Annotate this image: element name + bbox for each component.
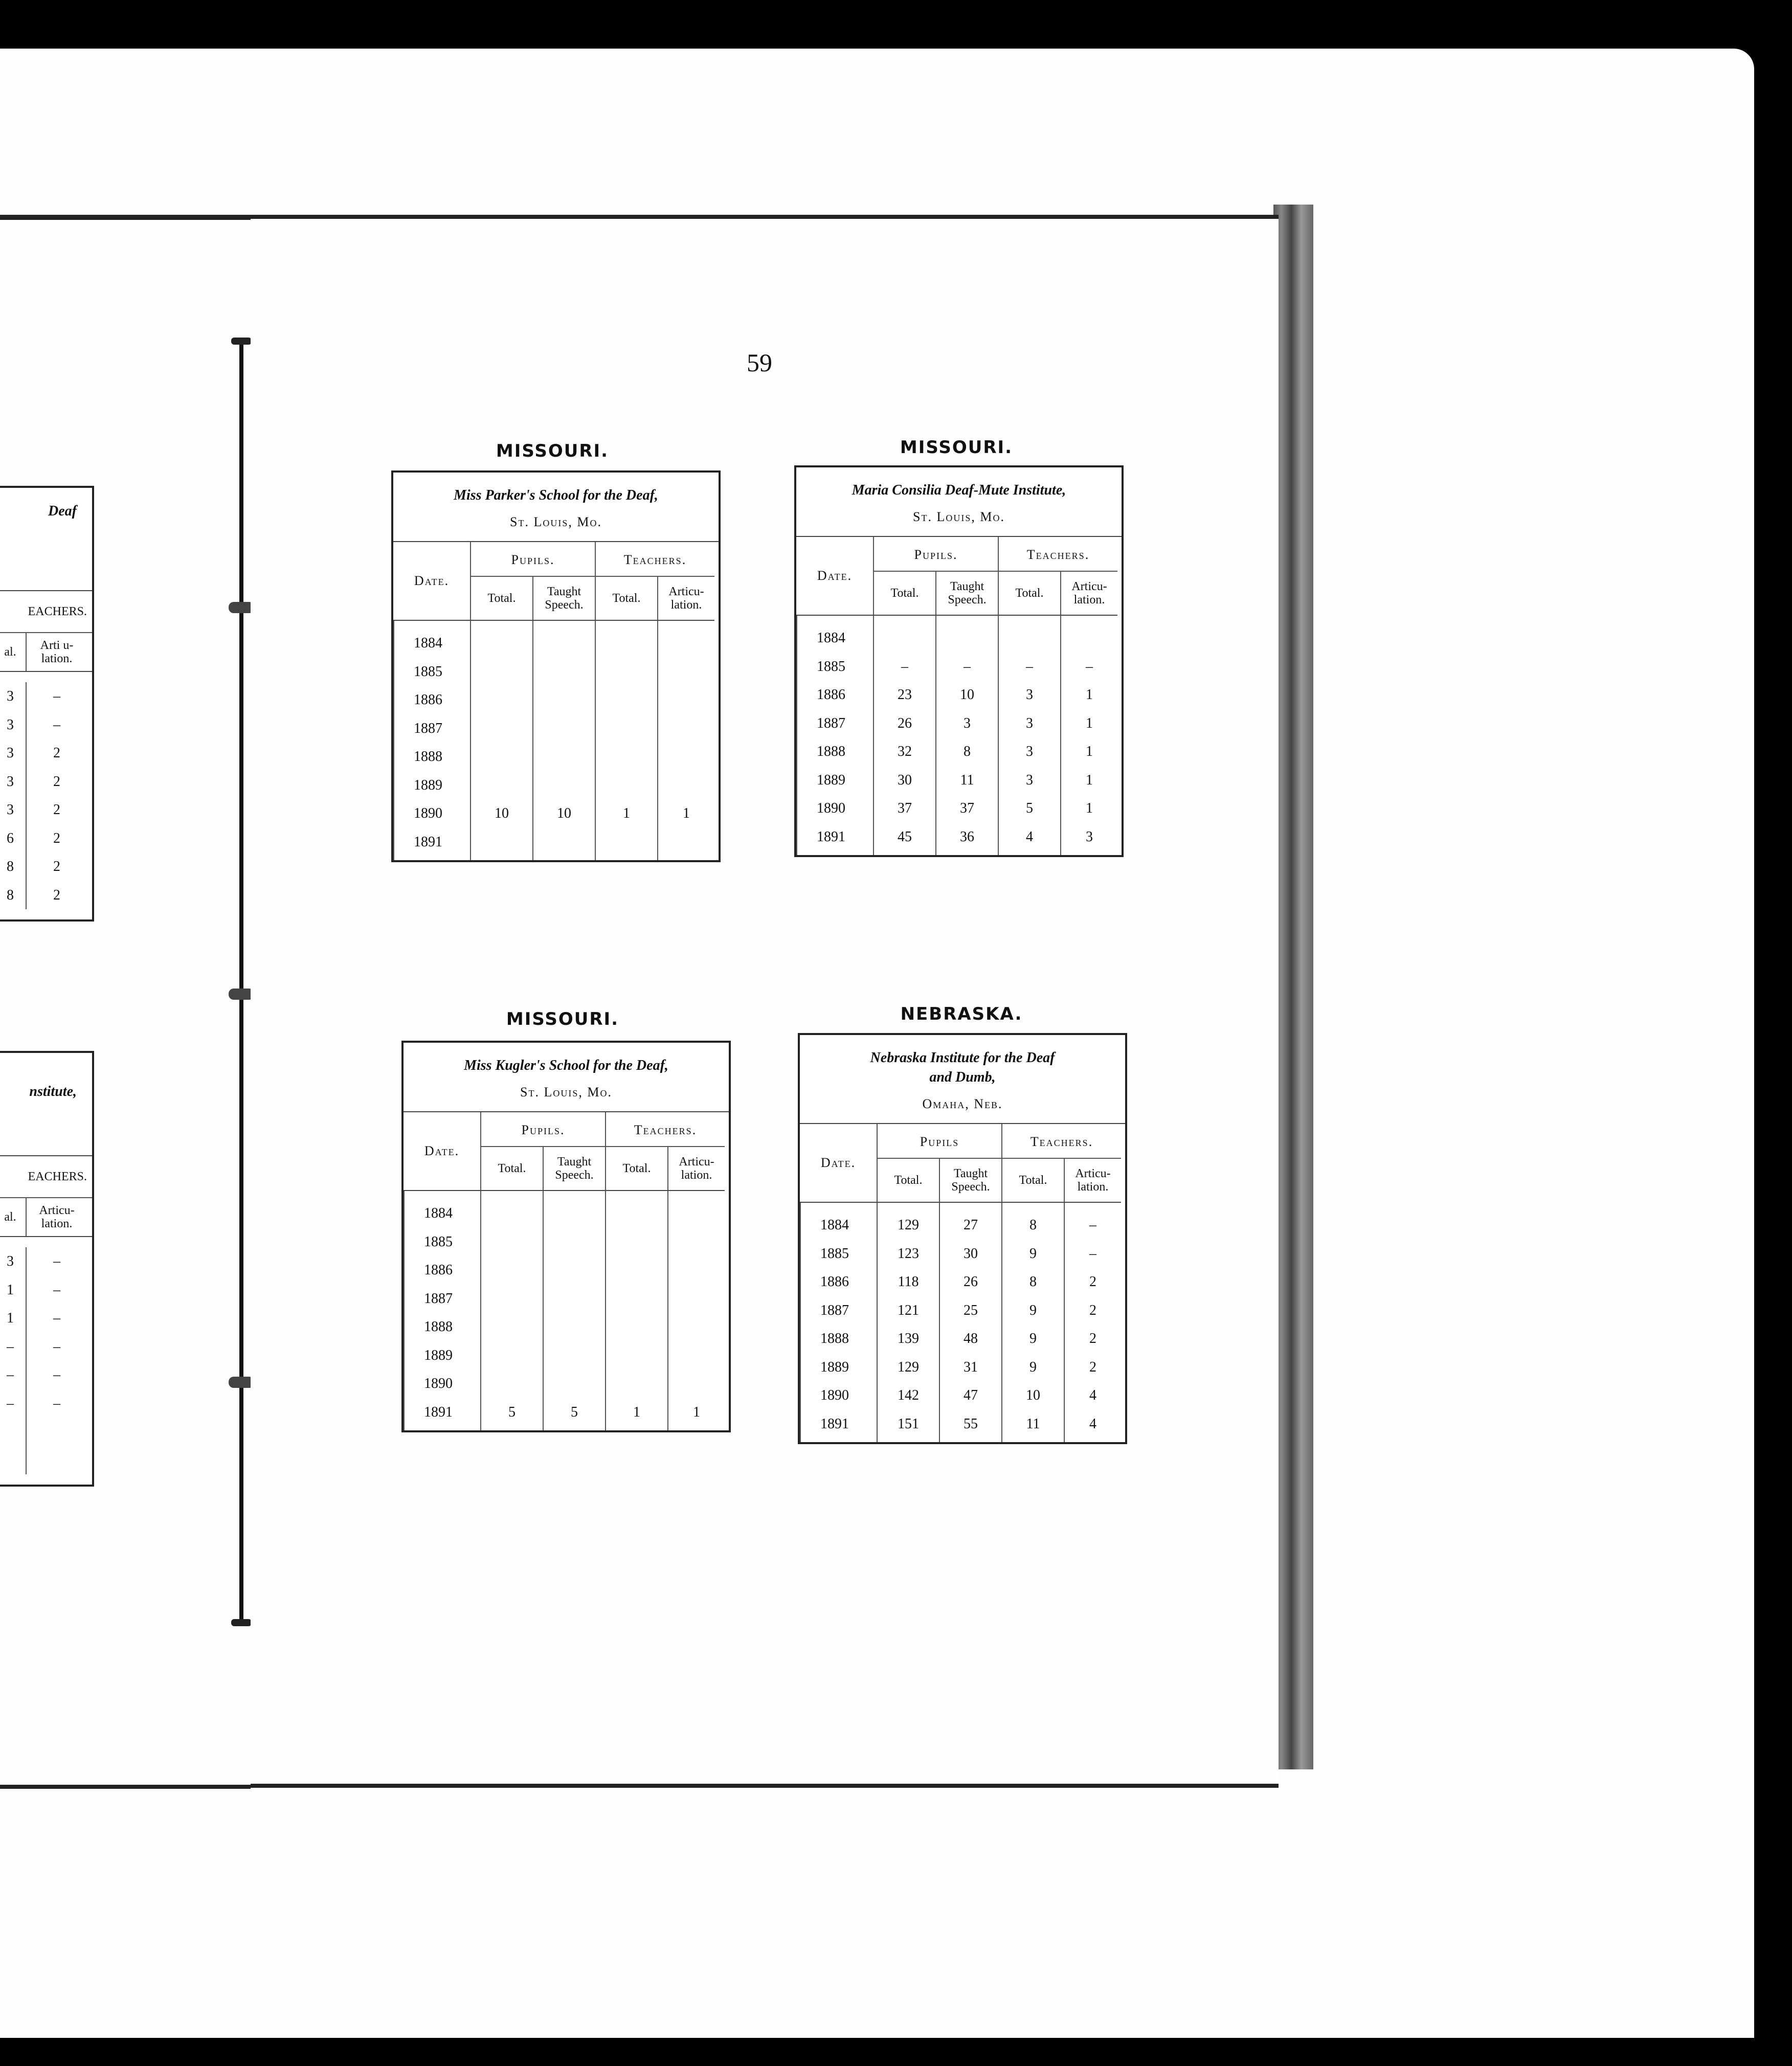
cell — [658, 743, 714, 771]
cell — [481, 1313, 543, 1341]
cell: 1 — [1086, 687, 1093, 703]
teachers-articulation-column — [657, 621, 714, 860]
cell — [596, 828, 657, 857]
cell: 5 — [571, 1404, 578, 1420]
cell: 11 — [960, 772, 974, 788]
school-name: Miss Parker's School for the Deaf, — [454, 487, 658, 503]
teachers-header: Teachers. — [998, 537, 1117, 572]
cell: 9 — [1029, 1245, 1037, 1262]
school-city: St. Louis, Mo. — [520, 1085, 612, 1099]
table-grid — [404, 1112, 729, 1430]
cell: 139 — [898, 1331, 919, 1346]
left-table-a-total-col — [0, 682, 26, 909]
cell: 10 — [1026, 1387, 1040, 1403]
cell: 118 — [898, 1274, 919, 1290]
cell: 4 — [1089, 1387, 1096, 1403]
cell: 37 — [960, 800, 974, 816]
sub-header-teachers-total: Total. — [998, 572, 1060, 616]
years-column — [404, 1191, 480, 1430]
year-cell: 1885 — [817, 658, 845, 675]
sub-header-articulation: Articu- lation. — [1060, 572, 1117, 616]
year-cell: 1888 — [414, 749, 442, 765]
cell — [668, 1228, 725, 1256]
cell — [596, 743, 657, 771]
cell — [544, 1313, 605, 1341]
cell — [533, 686, 595, 714]
cell — [533, 828, 595, 857]
year-cell: 1887 — [424, 1290, 453, 1307]
cell — [606, 1228, 667, 1256]
year-cell: 1889 — [820, 1359, 849, 1375]
cell — [471, 771, 532, 800]
teachers-total-column — [998, 616, 1060, 855]
cell: 32 — [898, 744, 912, 759]
cell: 30 — [898, 772, 912, 788]
cell: 8 — [7, 887, 14, 903]
cell — [658, 629, 714, 658]
cell — [533, 771, 595, 800]
cell: 5 — [508, 1404, 516, 1420]
pupils-speech-column — [939, 1203, 1001, 1442]
scan-border-right — [1754, 49, 1792, 2061]
table-grid — [796, 537, 1122, 855]
cell — [0, 1418, 26, 1446]
school-table-parker — [391, 470, 721, 862]
left-table-a-header — [0, 488, 92, 591]
year-cell: 1891 — [817, 828, 845, 845]
cell: 8 — [1029, 1217, 1037, 1233]
year-cell: 1890 — [424, 1376, 453, 1391]
year-cell: 1891 — [820, 1416, 849, 1432]
cell: 3 — [7, 688, 14, 704]
left-table-b-sub-articulation: Articu- lation. — [26, 1198, 87, 1236]
cell — [481, 1199, 543, 1228]
cell — [606, 1285, 667, 1313]
date-header: Date. — [796, 537, 873, 616]
spine-bottom-cap — [231, 1619, 252, 1626]
year-cell: 1890 — [414, 805, 442, 821]
sub-header-articulation: Articu- lation. — [657, 577, 714, 621]
cell: 3 — [7, 773, 14, 790]
spine-top-cap — [231, 338, 252, 345]
cell: 3 — [7, 716, 14, 733]
teachers-header: Teachers. — [605, 1112, 725, 1147]
cell: 2 — [53, 887, 60, 903]
school-city: St. Louis, Mo. — [510, 514, 602, 529]
teachers-total-column — [605, 1191, 667, 1430]
left-table-a-teachers-header: EACHERS. — [0, 591, 92, 633]
year-cell: 1885 — [424, 1233, 453, 1250]
year-cell: 1886 — [424, 1262, 453, 1278]
cell: 1 — [1086, 800, 1093, 816]
cell — [658, 771, 714, 800]
school-name: Nebraska Institute for the Deaf and Dumb, — [870, 1050, 1055, 1085]
year-cell: 1885 — [414, 663, 442, 680]
year-cell: 1886 — [414, 692, 442, 708]
pupils-total-column — [873, 616, 935, 855]
left-table-b-total-col — [0, 1247, 26, 1474]
years-column — [393, 621, 470, 860]
date-header: Date. — [393, 542, 470, 621]
years-column — [800, 1203, 877, 1442]
left-table-b-teachers-header: EACHERS. — [0, 1156, 92, 1198]
year-cell: 1888 — [820, 1331, 849, 1346]
year-cell: 1889 — [414, 777, 442, 793]
cell — [668, 1256, 725, 1285]
cell: 3 — [7, 745, 14, 761]
pupils-total-column — [470, 621, 532, 860]
date-header: Date. — [800, 1124, 877, 1203]
sub-header-articulation: Articu- lation. — [667, 1147, 725, 1191]
cell — [471, 686, 532, 714]
year-cell: 1884 — [414, 635, 442, 651]
table-header — [796, 467, 1122, 537]
cell — [544, 1199, 605, 1228]
cell: 2 — [1089, 1331, 1096, 1346]
sub-header-taught-speech: Taught Speech. — [543, 1147, 605, 1191]
teachers-total-column — [1001, 1203, 1064, 1442]
state-title-nebraska: NEBRASKA. — [900, 1004, 1023, 1024]
year-cell: 1891 — [424, 1404, 453, 1420]
date-header: Date. — [404, 1112, 480, 1191]
cell: 45 — [898, 828, 912, 845]
cell — [27, 1446, 87, 1475]
sub-header-pupils-total: Total. — [877, 1159, 939, 1203]
cell: – — [53, 1253, 60, 1269]
cell: 10 — [557, 805, 571, 821]
cell — [596, 714, 657, 743]
cell: – — [7, 1395, 14, 1411]
cell: – — [53, 1282, 60, 1298]
left-table-b-school-fragment: nstitute, — [29, 1084, 77, 1099]
cell: 1 — [7, 1282, 14, 1298]
cell: 11 — [1026, 1416, 1040, 1432]
cell: 36 — [960, 828, 974, 845]
cell — [606, 1256, 667, 1285]
table-grid — [800, 1124, 1125, 1442]
cell: 9 — [1029, 1302, 1037, 1318]
cell: 3 — [1086, 828, 1093, 845]
cell: 3 — [1026, 744, 1033, 759]
cell — [471, 828, 532, 857]
teachers-header: Teachers. — [1001, 1124, 1121, 1159]
cell: 30 — [964, 1245, 978, 1262]
sub-header-taught-speech: Taught Speech. — [532, 577, 595, 621]
cell: 151 — [898, 1416, 919, 1432]
left-table-b-sub-total: al. — [4, 1210, 16, 1224]
sub-header-teachers-total: Total. — [1001, 1159, 1064, 1203]
state-title-missouri-1: MISSOURI. — [496, 441, 609, 461]
cell: 1 — [1086, 744, 1093, 759]
cell: 129 — [898, 1359, 919, 1375]
left-partial-table-a — [0, 486, 94, 922]
cell — [544, 1369, 605, 1398]
cell: 2 — [53, 802, 60, 818]
cell — [533, 714, 595, 743]
cell — [471, 658, 532, 686]
year-cell: 1887 — [414, 720, 442, 736]
cell — [936, 624, 998, 653]
pupils-header: Pupils. — [873, 537, 998, 572]
table-header — [404, 1043, 729, 1112]
cell — [668, 1285, 725, 1313]
cell: 2 — [53, 773, 60, 790]
cell: 2 — [53, 859, 60, 874]
cell — [0, 1446, 26, 1475]
pupils-header: Pupils — [877, 1124, 1001, 1159]
cell — [606, 1369, 667, 1398]
cell — [658, 828, 714, 857]
cell: 8 — [7, 859, 14, 874]
cell: 10 — [495, 805, 509, 821]
cell: 2 — [1089, 1302, 1096, 1318]
cell — [544, 1228, 605, 1256]
cell: – — [53, 1367, 60, 1383]
cell: – — [53, 716, 60, 733]
cell — [1061, 624, 1117, 653]
year-cell: 1889 — [424, 1347, 453, 1363]
cell: – — [53, 1395, 60, 1411]
state-title-missouri-2: MISSOURI. — [900, 437, 1013, 458]
scan-border-bottom — [0, 2038, 1792, 2066]
sub-header-pupils-total: Total. — [873, 572, 935, 616]
year-cell: 1886 — [817, 687, 845, 703]
cell — [658, 658, 714, 686]
year-cell: 1884 — [820, 1217, 849, 1233]
year-cell: 1887 — [817, 715, 845, 731]
sub-header-taught-speech: Taught Speech. — [939, 1159, 1001, 1203]
table-header — [393, 473, 719, 542]
cell: 5 — [1026, 800, 1033, 816]
cell: – — [53, 688, 60, 704]
cell — [658, 714, 714, 743]
pupils-total-column — [480, 1191, 543, 1430]
cell: 4 — [1026, 828, 1033, 845]
page-number: 59 — [747, 348, 772, 377]
left-table-b-header — [0, 1053, 92, 1156]
sub-header-teachers-total: Total. — [605, 1147, 667, 1191]
cell: 1 — [1086, 715, 1093, 731]
cell: 2 — [1089, 1274, 1096, 1290]
cell: 4 — [1089, 1416, 1096, 1432]
cell: 3 — [1026, 772, 1033, 788]
page-stack-edge — [1273, 205, 1313, 1769]
year-cell: 1888 — [424, 1319, 453, 1335]
year-cell: 1890 — [817, 800, 845, 816]
cell: 37 — [898, 800, 912, 816]
school-name: Maria Consilia Deaf-Mute Institute, — [852, 482, 1066, 498]
cell — [533, 743, 595, 771]
year-cell: 1889 — [817, 772, 845, 788]
cell: 121 — [898, 1302, 919, 1318]
cell: 3 — [7, 1253, 14, 1269]
cell: 1 — [683, 805, 690, 821]
cell: 1 — [693, 1404, 700, 1420]
year-cell: 1885 — [820, 1245, 849, 1262]
cell — [544, 1341, 605, 1370]
table-header — [800, 1035, 1125, 1124]
cell — [668, 1199, 725, 1228]
cell: – — [1086, 658, 1093, 675]
cell — [544, 1285, 605, 1313]
left-table-a-school-fragment: Deaf — [48, 503, 77, 519]
cell: – — [7, 1338, 14, 1355]
cell: 1 — [1086, 772, 1093, 788]
cell: – — [1089, 1245, 1096, 1262]
cell: 47 — [964, 1387, 978, 1403]
cell: – — [901, 658, 908, 675]
cell — [596, 658, 657, 686]
cell — [481, 1369, 543, 1398]
cell: 3 — [964, 715, 971, 731]
cell: 48 — [964, 1331, 978, 1346]
school-city: St. Louis, Mo. — [913, 509, 1005, 524]
school-table-kugler — [401, 1041, 731, 1432]
left-page — [0, 215, 251, 1789]
cell: 8 — [1029, 1274, 1037, 1290]
left-table-b-articulation-col — [26, 1247, 87, 1474]
cell — [874, 624, 935, 653]
years-column — [796, 616, 873, 855]
cell — [481, 1341, 543, 1370]
left-table-a-rows — [0, 672, 92, 919]
cell — [471, 743, 532, 771]
pupils-speech-column — [532, 621, 595, 860]
cell — [533, 658, 595, 686]
pupils-total-column — [877, 1203, 939, 1442]
cell: 9 — [1029, 1359, 1037, 1375]
cell — [658, 686, 714, 714]
cell — [668, 1341, 725, 1370]
cell — [668, 1313, 725, 1341]
pupils-speech-column — [543, 1191, 605, 1430]
cell: 129 — [898, 1217, 919, 1233]
year-cell: 1884 — [424, 1205, 453, 1221]
cell: 3 — [7, 802, 14, 818]
cell — [596, 629, 657, 658]
table-grid — [393, 542, 719, 860]
cell: 6 — [7, 830, 14, 846]
year-cell: 1891 — [414, 834, 442, 850]
cell: 1 — [7, 1310, 14, 1326]
cell — [606, 1199, 667, 1228]
cell — [471, 629, 532, 658]
cell: 2 — [53, 745, 60, 761]
teachers-articulation-column — [667, 1191, 725, 1430]
cell: – — [53, 1310, 60, 1326]
binding-spine — [239, 338, 243, 1626]
cell — [668, 1369, 725, 1398]
year-cell: 1886 — [820, 1274, 849, 1290]
cell: – — [7, 1367, 14, 1383]
left-table-a-sub-total: al. — [4, 645, 16, 659]
cell — [596, 771, 657, 800]
pupils-speech-column — [935, 616, 998, 855]
left-table-a-subheaders — [0, 633, 92, 672]
year-cell: 1884 — [817, 630, 845, 646]
cell — [481, 1256, 543, 1285]
year-cell: 1887 — [820, 1302, 849, 1318]
cell: 2 — [53, 830, 60, 846]
pupils-header: Pupils. — [480, 1112, 605, 1147]
cell — [544, 1256, 605, 1285]
cell: 23 — [898, 687, 912, 703]
teachers-total-column — [595, 621, 657, 860]
cell: 1 — [633, 1404, 640, 1420]
cell: 2 — [1089, 1359, 1096, 1375]
cell: 26 — [964, 1274, 978, 1290]
cell — [533, 629, 595, 658]
cell: 1 — [623, 805, 630, 821]
cell: 3 — [1026, 687, 1033, 703]
cell: 10 — [960, 687, 974, 703]
cell: – — [1089, 1217, 1096, 1233]
teachers-articulation-column — [1064, 1203, 1121, 1442]
left-partial-table-b — [0, 1051, 94, 1487]
school-table-maria-consilia — [794, 465, 1124, 857]
cell — [481, 1228, 543, 1256]
cell — [606, 1313, 667, 1341]
cell: – — [1026, 658, 1033, 675]
left-table-b-rows — [0, 1237, 92, 1485]
sub-header-pupils-total: Total. — [470, 577, 532, 621]
sub-header-teachers-total: Total. — [595, 577, 657, 621]
cell: 8 — [964, 744, 971, 759]
sub-header-articulation: Articu- lation. — [1064, 1159, 1121, 1203]
cell — [999, 624, 1060, 653]
year-cell: 1890 — [820, 1387, 849, 1403]
school-city: Omaha, Neb. — [922, 1096, 1003, 1111]
school-name: Miss Kugler's School for the Deaf, — [464, 1058, 668, 1073]
cell: 25 — [964, 1302, 978, 1318]
teachers-articulation-column — [1060, 616, 1117, 855]
left-table-a-sub-articulation: Arti u- lation. — [26, 633, 87, 671]
cell — [596, 686, 657, 714]
school-table-nebraska — [798, 1033, 1127, 1444]
state-title-missouri-3: MISSOURI. — [506, 1009, 619, 1029]
cell: 55 — [964, 1416, 978, 1432]
cell: 9 — [1029, 1331, 1037, 1346]
cell: 123 — [898, 1245, 919, 1262]
sub-header-taught-speech: Taught Speech. — [935, 572, 998, 616]
cell — [606, 1341, 667, 1370]
pupils-header: Pupils. — [470, 542, 595, 577]
cell: – — [964, 658, 971, 675]
cell: 142 — [898, 1387, 919, 1403]
cell — [481, 1285, 543, 1313]
teachers-header: Teachers. — [595, 542, 714, 577]
cell: 26 — [898, 715, 912, 731]
left-table-b-subheaders — [0, 1198, 92, 1237]
cell — [27, 1418, 87, 1446]
year-cell: 1888 — [817, 744, 845, 759]
cell: 3 — [1026, 715, 1033, 731]
left-table-a-articulation-col — [26, 682, 87, 909]
cell — [471, 714, 532, 743]
sub-header-pupils-total: Total. — [480, 1147, 543, 1191]
cell: – — [53, 1338, 60, 1355]
cell: 31 — [964, 1359, 978, 1375]
cell: 27 — [964, 1217, 978, 1233]
